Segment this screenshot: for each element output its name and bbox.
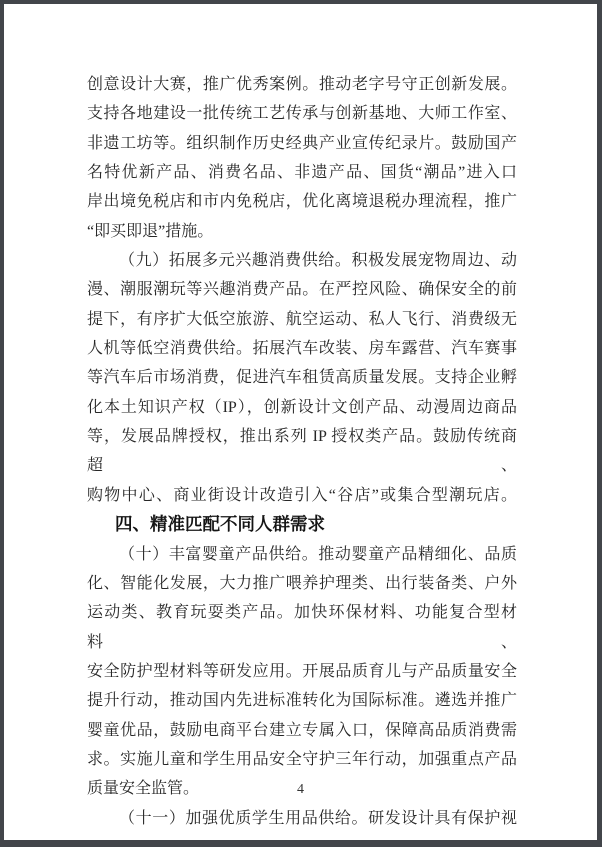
text-line: 创意设计大赛，推广优秀案例。推动老字号守正创新发展。 xyxy=(87,76,517,93)
document-page xyxy=(4,4,597,840)
text-line: 等，发展品牌授权，推出系列 IP 授权类产品。鼓励传统商超、 xyxy=(87,428,517,475)
text-line: 婴童优品，鼓励电商平台建立专属入口，保障高品质消费需 xyxy=(87,721,517,739)
text-line: 提升行动，推动国内先进标准转化为国际标准。遴选并推广 xyxy=(87,692,517,710)
text-line: 化、智能化发展，大力推广喂养护理类、出行装备类、户外 xyxy=(87,574,517,592)
text-line: （十一）加强优质学生用品供给。研发设计具有保护视 xyxy=(119,809,517,827)
text-line: （九）拓展多元兴趣消费供给。积极发展宠物周边、动 xyxy=(119,252,517,270)
text-line: 购物中心、商业街设计改造引入“谷店”或集合型潮玩店。 xyxy=(87,486,517,504)
page-number: 4 xyxy=(297,782,304,797)
text-line: 提下，有序扩大低空旅游、航空运动、私人飞行、消费级无 xyxy=(87,310,517,328)
text-line: 岸出境免税店和市内免税店，优化离境退税办理流程，推广 xyxy=(87,193,517,211)
text-line: （十）丰富婴童产品供给。推动婴童产品精细化、品质 xyxy=(119,545,517,563)
text-line: 人机等低空消费供给。拓展汽车改装、房车露营、汽车赛事 xyxy=(87,340,517,358)
text-line: 等汽车后市场消费，促进汽车租赁高质量发展。支持企业孵 xyxy=(87,369,517,387)
text-line: “即买即退”措施。 xyxy=(87,222,214,240)
text-line: 化本土知识产权（IP），创新设计文创产品、动漫周边商品 xyxy=(87,398,517,416)
text-line: 安全防护型材料等研发应用。开展品质育儿与产品质量安全 xyxy=(87,662,517,680)
text-block xyxy=(87,70,517,833)
text-line: 质量安全监管。 xyxy=(87,780,200,798)
text-line: 名特优新产品、消费名品、非遗产品、国货“潮品”进入口 xyxy=(87,164,517,182)
text-line: 漫、潮服潮玩等兴趣消费产品。在严控风险、确保安全的前 xyxy=(87,281,517,299)
text-line: 运动类、教育玩耍类产品。加快环保材料、功能复合型材料、 xyxy=(87,604,517,651)
text-line: 支持各地建设一批传统工艺传承与创新基地、大师工作室、 xyxy=(87,105,517,123)
section-heading: 四、精准匹配不同人群需求 xyxy=(115,514,325,535)
text-line: 求。实施儿童和学生用品安全守护三年行动，加强重点产品 xyxy=(87,750,517,768)
text-line: 非遗工坊等。组织制作历史经典产业宣传纪录片。鼓励国产 xyxy=(87,134,517,152)
